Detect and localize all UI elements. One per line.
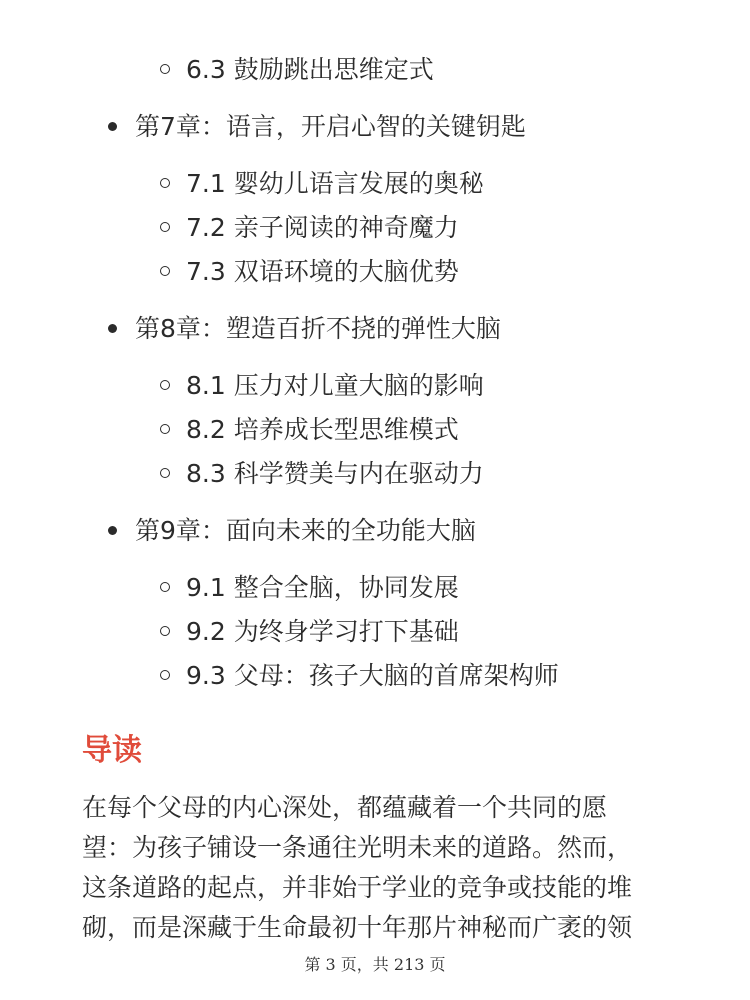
toc-section-item bbox=[160, 208, 459, 248]
toc-section-label: 6.3 鼓励跳出思维定式 bbox=[186, 55, 434, 84]
hollow-bullet-icon bbox=[160, 380, 170, 390]
toc-chapter-label: 第8章：塑造百折不挠的弹性大脑 bbox=[135, 314, 501, 343]
toc-chapter-label: 第7章：语言，开启心智的关键钥匙 bbox=[135, 112, 526, 141]
toc-section-label: 7.2 亲子阅读的神奇魔力 bbox=[186, 213, 459, 242]
hollow-bullet-icon bbox=[160, 670, 170, 680]
toc-section-item bbox=[160, 50, 434, 90]
paragraph-line: 砌，而是深藏于生命最初十年那片神秘而广袤的领 bbox=[82, 913, 633, 942]
toc-section-item bbox=[160, 612, 459, 652]
toc-section-label: 8.1 压力对儿童大脑的影响 bbox=[186, 371, 484, 400]
section-heading-intro: 导读 bbox=[82, 733, 142, 768]
toc-chapter-item bbox=[108, 511, 476, 551]
toc-section-label: 8.3 科学赞美与内在驱动力 bbox=[186, 459, 484, 488]
toc-chapter-item bbox=[108, 309, 501, 349]
hollow-bullet-icon bbox=[160, 582, 170, 592]
toc-section-item bbox=[160, 454, 484, 494]
toc-section-item bbox=[160, 252, 459, 292]
filled-bullet-icon bbox=[108, 324, 117, 333]
page-number-footer: 第 3 页，共 213 页 bbox=[304, 955, 446, 974]
hollow-bullet-icon bbox=[160, 64, 170, 74]
filled-bullet-icon bbox=[108, 526, 117, 535]
toc-section-label: 9.1 整合全脑，协同发展 bbox=[186, 573, 459, 602]
toc-section-item bbox=[160, 164, 484, 204]
toc-section-label: 8.2 培养成长型思维模式 bbox=[186, 415, 459, 444]
intro-paragraph bbox=[82, 788, 672, 948]
paragraph-line: 在每个父母的内心深处，都蕴藏着一个共同的愿 bbox=[82, 793, 608, 822]
hollow-bullet-icon bbox=[160, 178, 170, 188]
toc-section-label: 9.3 父母：孩子大脑的首席架构师 bbox=[186, 661, 559, 690]
toc-section-item bbox=[160, 656, 559, 696]
toc-chapter-label: 第9章：面向未来的全功能大脑 bbox=[135, 516, 476, 545]
toc-section-label: 9.2 为终身学习打下基础 bbox=[186, 617, 459, 646]
filled-bullet-icon bbox=[108, 122, 117, 131]
paragraph-line: 这条道路的起点，并非始于学业的竞争或技能的堆 bbox=[82, 873, 633, 902]
toc-section-label: 7.1 婴幼儿语言发展的奥秘 bbox=[186, 169, 484, 198]
toc-chapter-item bbox=[108, 107, 526, 147]
toc-section-item bbox=[160, 568, 459, 608]
toc-section-item bbox=[160, 410, 459, 450]
hollow-bullet-icon bbox=[160, 266, 170, 276]
hollow-bullet-icon bbox=[160, 626, 170, 636]
paragraph-line: 望：为孩子铺设一条通往光明未来的道路。然而， bbox=[82, 833, 633, 862]
hollow-bullet-icon bbox=[160, 424, 170, 434]
toc-section-label: 7.3 双语环境的大脑优势 bbox=[186, 257, 459, 286]
toc-section-item bbox=[160, 366, 484, 406]
hollow-bullet-icon bbox=[160, 468, 170, 478]
hollow-bullet-icon bbox=[160, 222, 170, 232]
